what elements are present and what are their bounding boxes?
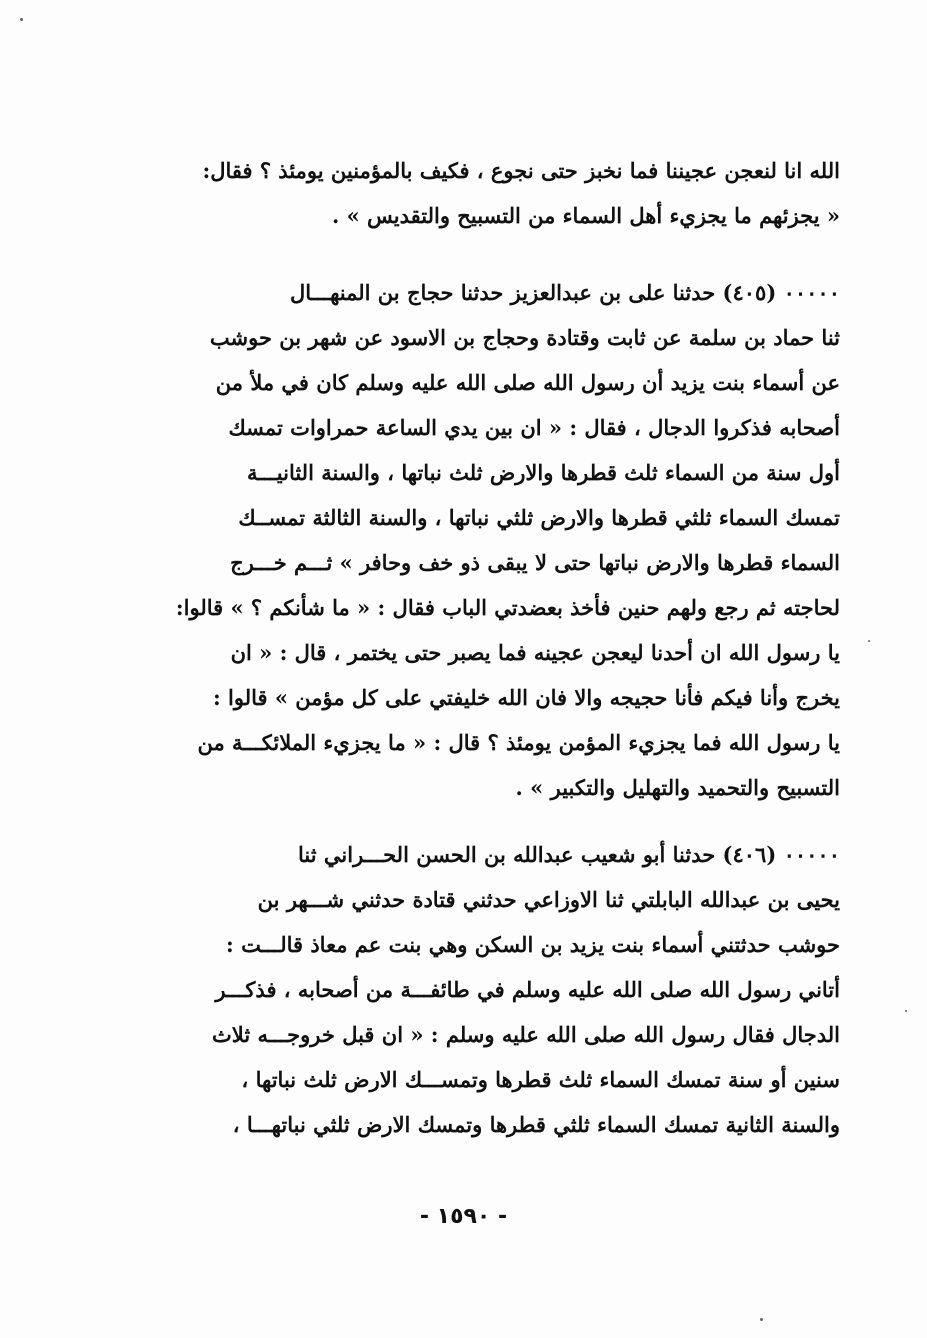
text-line: لحاجته ثم رجع ولهم حنين فأخذ بعضدتي الباب فقال : « ما شأنكم ؟ » قالوا:: [175, 595, 840, 620]
text-line: أتاني رسول الله صلى الله عليه وسلم في طائفـــة من أصحابه ، فذكـــر: [215, 977, 840, 1002]
text-line: يا رسول الله ان أحدنا ليعجن عجينه فما يصبر حتى يختمر ، قال : « ان: [230, 640, 840, 665]
text-line: الله انا لنعجن عجيننا فما نخبز حتى نجوع ، فكيف بالمؤمنين يومئذ ؟ فقال:: [202, 158, 840, 183]
text-line: ٠٠٠٠٠ (٤٠٥) حدثنا على بن عبدالعزيز حدثنا حجاج بن المنهـــال: [289, 280, 840, 305]
scan-speck: [868, 640, 870, 642]
scan-speck: [20, 18, 23, 21]
text-line: تمسك السماء ثلثي قطرها والارض ثلثي نباتها ، والسنة الثالثة تمســك: [238, 505, 840, 530]
hadith-405: [128, 270, 840, 810]
text-line: « يجزئهم ما يجزيء أهل السماء من التسبيح والتقديس » .: [331, 203, 840, 228]
text-line: الدجال فقال رسول الله صلى الله عليه وسلم : « ان قبل خروجـــه ثلاث: [212, 1022, 840, 1047]
text-line: حوشب حدثتني أسماء بنت يزيد بن السكن وهي بنت عم معاذ قالـــت :: [226, 932, 840, 957]
text-line: ثنا حماد بن سلمة عن ثابت وقتادة وحجاج بن الاسود عن شهر بن حوشب: [209, 325, 840, 350]
text-line: يحيى بن عبدالله البابلتي ثنا الاوزاعي حدثني قتادة حدثني شـــهر بن: [257, 887, 840, 912]
hadith-406: [128, 832, 840, 1147]
scan-speck: [905, 1010, 907, 1012]
text-line: أصحابه فذكروا الدجال ، فقال : « ان بين يدي الساعة حمراوات تمسك: [228, 415, 840, 440]
text-line: والسنة الثانية تمسك السماء ثلثي قطرها وتمسك الارض ثلثي نباتهـــا ،: [232, 1112, 840, 1137]
text-line: السماء قطرها والارض نباتها حتى لا يبقى ذو خف وحافر » ثـــم خـــرج: [230, 550, 840, 575]
text-line: يا رسول الله فما يجزيء المؤمن يومئذ ؟ قال : « ما يجزيء الملائكـــة من: [197, 730, 840, 755]
page-number: - ١٥٩٠ -: [419, 1204, 508, 1229]
text-line: أول سنة من السماء ثلث قطرها والارض ثلث نباتها ، والسنة الثانيـــة: [247, 460, 840, 485]
text-line: ٠٠٠٠٠ (٤٠٦) حدثنا أبو شعيب عبدالله بن الحسن الحـــراني ثنا: [298, 842, 840, 867]
text-line: التسبيح والتحميد والتهليل والتكبير » .: [515, 775, 840, 800]
text-line: سنين أو سنة تمسك السماء ثلث قطرها وتمســـك الارض ثلث نباتها ،: [241, 1067, 840, 1092]
scan-speck: [760, 1318, 763, 1321]
text-line: عن أسماء بنت يزيد أن رسول الله صلى الله عليه وسلم كان في ملأ من: [215, 370, 840, 395]
text-line: يخرج وأنا فيكم فأنا حجيجه والا فان الله خليفتي على كل مؤمن » قالوا :: [212, 685, 840, 710]
paragraph-continuation: [128, 148, 840, 238]
